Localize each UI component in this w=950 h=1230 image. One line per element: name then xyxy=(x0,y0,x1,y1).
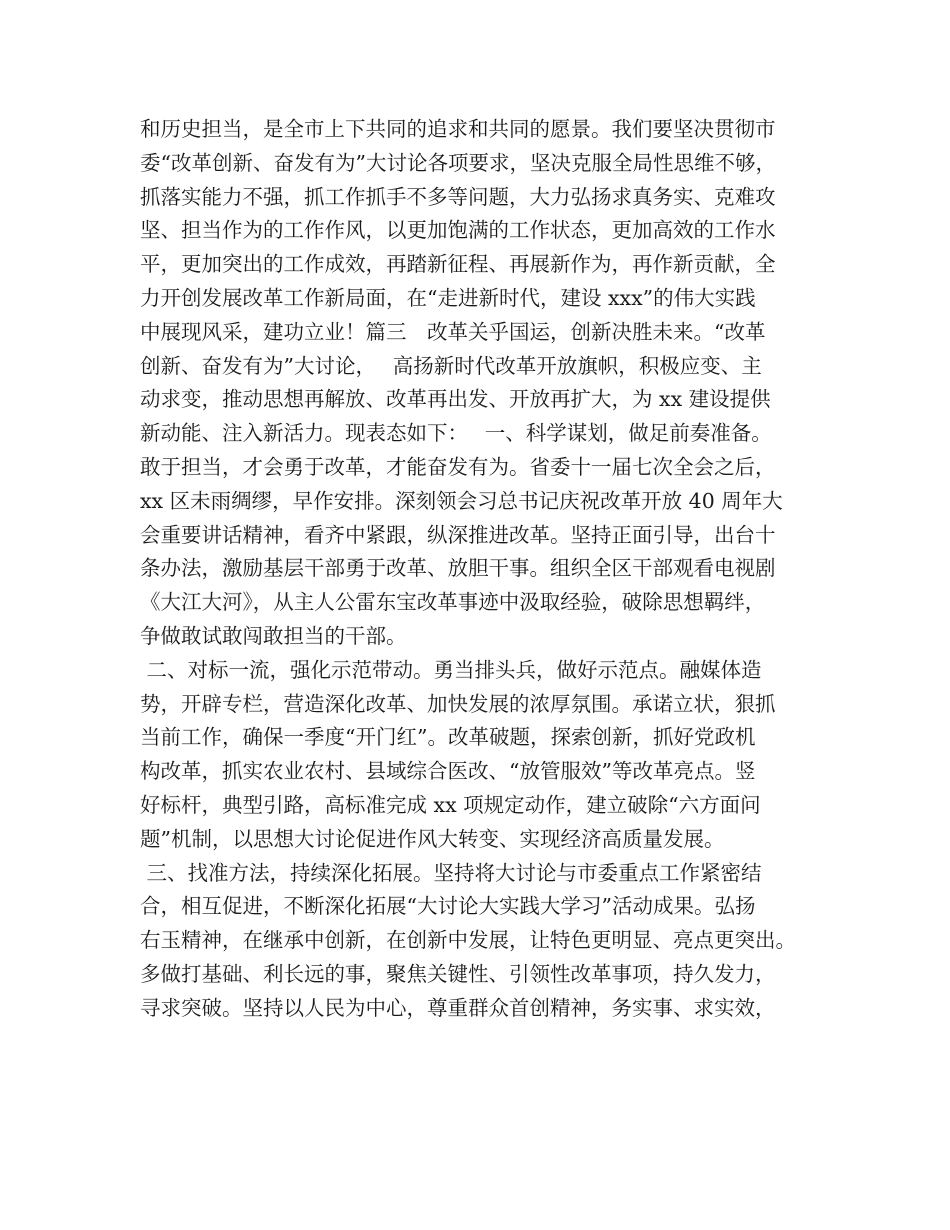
text-line: 和历史担当，是全市上下共同的追求和共同的愿景。我们要坚决贯彻市 xyxy=(140,117,776,141)
text-line: xx 区未雨绸缪，早作安排。深刻领会习总书记庆祝改革开放 40 周年大 xyxy=(140,488,783,513)
text-line: 好标杆，典型引路，高标准完成 xx 项规定动作，建立破除“六方面问 xyxy=(140,792,761,817)
text-line: 委“改革创新、奋发有为”大讨论各项要求，坚决克服全局性思维不够， xyxy=(140,150,776,175)
text-line: 中展现风采，建功立业！篇三 改革关乎国运，创新决胜未来。“改革 xyxy=(140,319,766,344)
text-line: 争做敢试敢闯敢担当的干部。 xyxy=(140,623,407,648)
text-line: 抓落实能力不强，抓工作抓手不多等问题，大力弘扬求真务实、克难攻 xyxy=(140,184,776,209)
text-line: 合，相互促进，不断深化拓展“大讨论大实践大学习”活动成果。弘扬 xyxy=(140,894,756,919)
text-line: 三、找准方法，持续深化拓展。坚持将大讨论与市委重点工作紧密结 xyxy=(140,860,762,885)
text-line: 寻求突破。坚持以人民为中心，尊重群众首创精神，务实事、求实效， xyxy=(140,995,776,1020)
text-line: 势，开辟专栏，营造深化改革、加快发展的浓厚氛围。承诺立状，狠抓 xyxy=(140,691,776,716)
text-line: 新动能、注入新活力。现表态如下： 一、科学谋划，做足前奏准备。 xyxy=(140,421,772,446)
text-line: 《大江大河》，从主人公雷东宝改革事迹中汲取经验，破除思想羁绊， xyxy=(140,590,766,615)
text-line: 题”机制，以思想大讨论促进作风大转变、实现经济高质量发展。 xyxy=(140,826,725,851)
text-line: 创新、奋发有为”大讨论， 高扬新时代改革开放旗帜，积极应变、主 xyxy=(140,353,762,378)
text-line: 多做打基础、利长远的事，聚焦关键性、引领性改革事项，持久发力， xyxy=(140,961,776,986)
text-line: 右玉精神，在继承中创新，在创新中发展，让特色更明显、亮点更突出。 xyxy=(140,928,796,953)
text-line: 动求变，推动思想再解放、改革再出发、开放再扩大，为 xx 建设提供 xyxy=(140,387,771,412)
text-line: 坚、担当作为的工作作风，以更加饱满的工作状态，更加高效的工作水 xyxy=(140,218,776,243)
text-line: 会重要讲话精神，看齐中紧跟，纵深推进改革。坚持正面引导，出台十 xyxy=(140,522,776,547)
text-line: 条办法，激励基层干部勇于改革、放胆干事。组织全区干部观看电视剧 xyxy=(140,556,776,581)
text-line: 构改革，抓实农业农村、县域综合医改、“放管服效”等改革亮点。竖 xyxy=(140,759,756,784)
text-line: 敢于担当，才会勇于改革，才能奋发有为。省委十一届七次全会之后， xyxy=(140,454,776,479)
text-line: 当前工作，确保一季度“开门红”。改革破题，探索创新，抓好党政机 xyxy=(140,725,756,750)
text-line: 平，更加突出的工作成效，再踏新征程、再展新作为，再作新贡献，全 xyxy=(140,252,776,277)
text-line: 力开创发展改革工作新局面，在“走进新时代，建设 xxx”的伟大实践 xyxy=(140,285,756,310)
document-body xyxy=(140,113,830,1026)
text-line: 二、对标一流，强化示范带动。勇当排头兵，做好示范点。融媒体造 xyxy=(140,657,762,682)
